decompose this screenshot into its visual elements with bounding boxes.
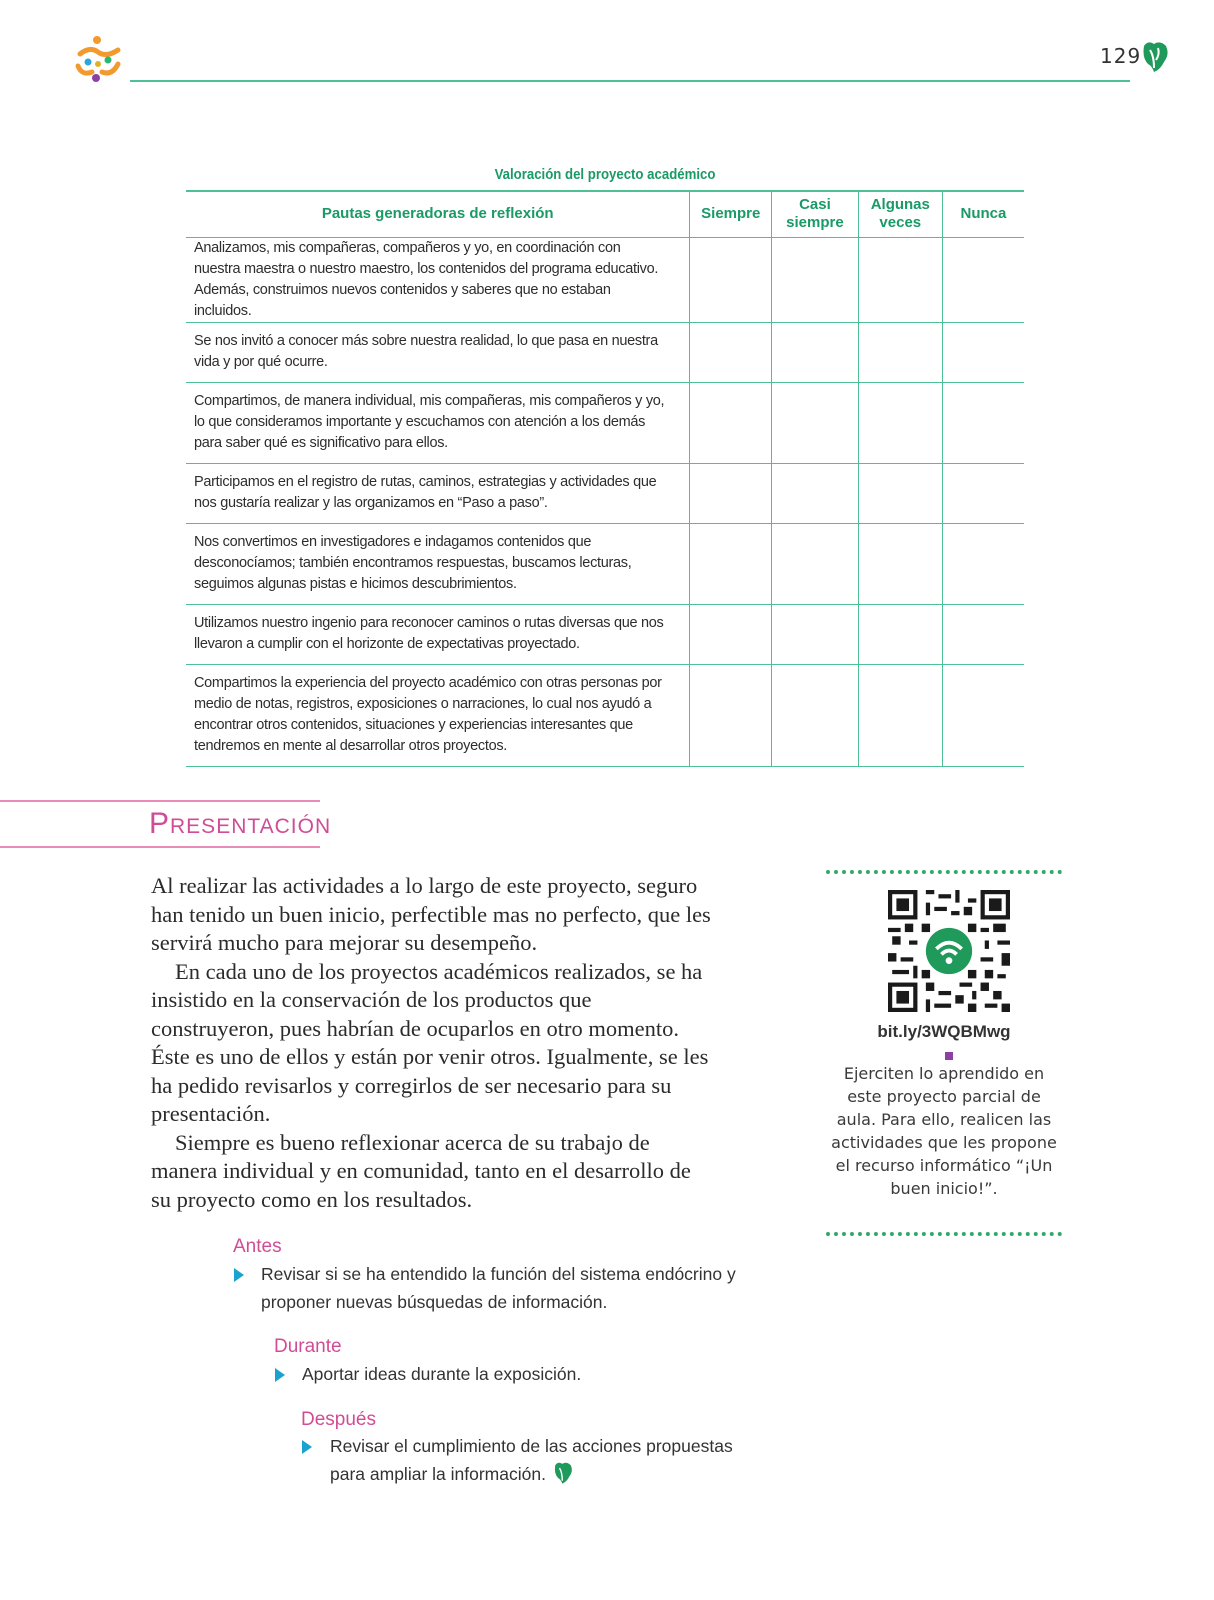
green-leaf-icon	[552, 1461, 574, 1485]
stage-title-durante: Durante	[274, 1336, 342, 1357]
answer-cell-siempre[interactable]	[690, 604, 772, 664]
reflection-prompt: Se nos invitó a conocer más sobre nuestra realidad, lo que pasa en nuestra vida y por qué ocurre.	[186, 322, 690, 382]
short-link[interactable]: bit.ly/3WQBMwg	[877, 1022, 1011, 1041]
purple-square-icon	[945, 1052, 953, 1060]
reflection-prompt: Analizamos, mis compañeras, compañeros y yo, en coordinación con nuestra maestra o nuestro maestro, los contenidos del programa educativo. Además, construimos nuevos contenidos y saberes que no estaban incluidos.	[186, 237, 690, 322]
answer-cell-siempre[interactable]	[690, 382, 772, 463]
answer-cell-algunas-veces[interactable]	[858, 382, 942, 463]
answer-cell-nunca[interactable]	[942, 237, 1024, 322]
sidebar-dotted-rule-top	[826, 870, 1062, 874]
presentation-body	[151, 872, 711, 1214]
table-row	[186, 322, 1024, 382]
table-title: Valoración del proyecto académico	[494, 166, 716, 183]
answer-cell-algunas-veces[interactable]	[858, 322, 942, 382]
answer-cell-casi-siempre[interactable]	[772, 237, 859, 322]
answer-cell-casi-siempre[interactable]	[772, 463, 859, 523]
reflection-prompt: Nos convertimos en investigadores e indagamos contenidos que desconocíamos; también encontramos respuestas, buscamos lecturas, seguimos algunas pistas e hicimos descubrimientos.	[186, 523, 690, 604]
stage-item-antes: Revisar si se ha entendido la función del sistema endócrino y proponer nuevas búsquedas de información.	[261, 1264, 736, 1312]
reflection-prompt: Compartimos la experiencia del proyecto académico con otras personas por medio de notas, registros, exposiciones o narraciones, lo cual nos ayudó a encontrar otros contenidos, situaciones y experiencias interesantes que tendremos en mente al desarrollar otros proyectos.	[186, 664, 690, 766]
sidebar-dotted-rule-bottom	[826, 1232, 1062, 1236]
answer-cell-siempre[interactable]	[690, 322, 772, 382]
reflection-prompt: Utilizamos nuestro ingenio para reconocer caminos o rutas diversas que nos llevaron a cumplir con el horizonte de expectativas proyectado.	[186, 604, 690, 664]
answer-cell-nunca[interactable]	[942, 322, 1024, 382]
qr-code-icon[interactable]	[888, 890, 1010, 1012]
answer-cell-casi-siempre[interactable]	[772, 322, 859, 382]
dancing-figure-logo-icon	[72, 32, 126, 86]
column-header-nunca: Nunca	[942, 191, 1024, 237]
green-leaf-icon	[1140, 40, 1170, 74]
answer-cell-siempre[interactable]	[690, 463, 772, 523]
reflection-prompt: Participamos en el registro de rutas, caminos, estrategias y actividades que nos gustaría realizar y las organizamos en “Paso a paso”.	[186, 463, 690, 523]
section-title	[149, 807, 331, 841]
section-rule-top	[0, 800, 320, 802]
answer-cell-algunas-veces[interactable]	[858, 523, 942, 604]
answer-cell-nunca[interactable]	[942, 604, 1024, 664]
stage-item-despues	[330, 1432, 760, 1488]
paragraph: En cada uno de los proyectos académicos realizados, se ha insistido en la conservación de los productos que construyeron, pues habrían de ocuparlos en otro momento. Éste es uno de ellos y están por venir otros. Igualmente, se les ha pedido revisarlos y corregirlos de ser necesario para su presentación.	[151, 958, 709, 1126]
stage-title-despues: Después	[301, 1409, 376, 1430]
page-number: 129	[1100, 44, 1142, 68]
answer-cell-algunas-veces[interactable]	[858, 237, 942, 322]
answer-cell-siempre[interactable]	[690, 237, 772, 322]
table-row	[186, 523, 1024, 604]
bullet-arrow-icon	[234, 1268, 244, 1282]
answer-cell-nunca[interactable]	[942, 382, 1024, 463]
table-row	[186, 463, 1024, 523]
column-header-pautas: Pautas generadoras de reflexión	[186, 191, 690, 237]
answer-cell-casi-siempre[interactable]	[772, 664, 859, 766]
table-row	[186, 237, 1024, 322]
stage-item-durante: Aportar ideas durante la exposición.	[302, 1364, 582, 1384]
answer-cell-casi-siempre[interactable]	[772, 523, 859, 604]
paragraph: Al realizar las actividades a lo largo de este proyecto, seguro han tenido un buen inicio, perfectible mas no perfecto, que les servirá mucho para mejorar su desempeño.	[151, 873, 711, 955]
sidebar-description: Ejerciten lo aprendido en este proyecto parcial de aula. Para ello, realicen las actividades que les propone el recurso informático “¡Un buen inicio!”.	[831, 1064, 1057, 1198]
answer-cell-algunas-veces[interactable]	[858, 604, 942, 664]
answer-cell-algunas-veces[interactable]	[858, 664, 942, 766]
reflection-prompt: Compartimos, de manera individual, mis compañeras, mis compañeros y yo, lo que consideramos importante y escuchamos con atención a los demás para saber qué es significativo para ellos.	[186, 382, 690, 463]
answer-cell-algunas-veces[interactable]	[858, 463, 942, 523]
column-header-algunas-veces: Algunas veces	[858, 191, 942, 237]
stage-title-antes: Antes	[233, 1236, 282, 1257]
evaluation-table	[186, 190, 1024, 767]
column-header-siempre: Siempre	[690, 191, 772, 237]
answer-cell-casi-siempre[interactable]	[772, 382, 859, 463]
column-header-casi-siempre: Casi siempre	[772, 191, 859, 237]
answer-cell-nunca[interactable]	[942, 664, 1024, 766]
answer-cell-siempre[interactable]	[690, 523, 772, 604]
bullet-arrow-icon	[302, 1440, 312, 1454]
answer-cell-siempre[interactable]	[690, 664, 772, 766]
bullet-arrow-icon	[275, 1368, 285, 1382]
answer-cell-nunca[interactable]	[942, 463, 1024, 523]
stage-item-despues-text: Revisar el cumplimiento de las acciones propuestas para ampliar la información.	[330, 1436, 733, 1484]
table-row	[186, 604, 1024, 664]
paragraph: Siempre es bueno reflexionar acerca de su trabajo de manera individual y en comunidad, tanto en el desarrollo de su proyecto como en los resultados.	[151, 1129, 691, 1212]
table-header-row	[186, 191, 1024, 237]
section-rule-bottom	[0, 846, 320, 848]
header-rule	[130, 80, 1130, 82]
table-row	[186, 382, 1024, 463]
table-row	[186, 664, 1024, 766]
answer-cell-casi-siempre[interactable]	[772, 604, 859, 664]
answer-cell-nunca[interactable]	[942, 523, 1024, 604]
section-title-text: Presentación	[149, 807, 332, 840]
